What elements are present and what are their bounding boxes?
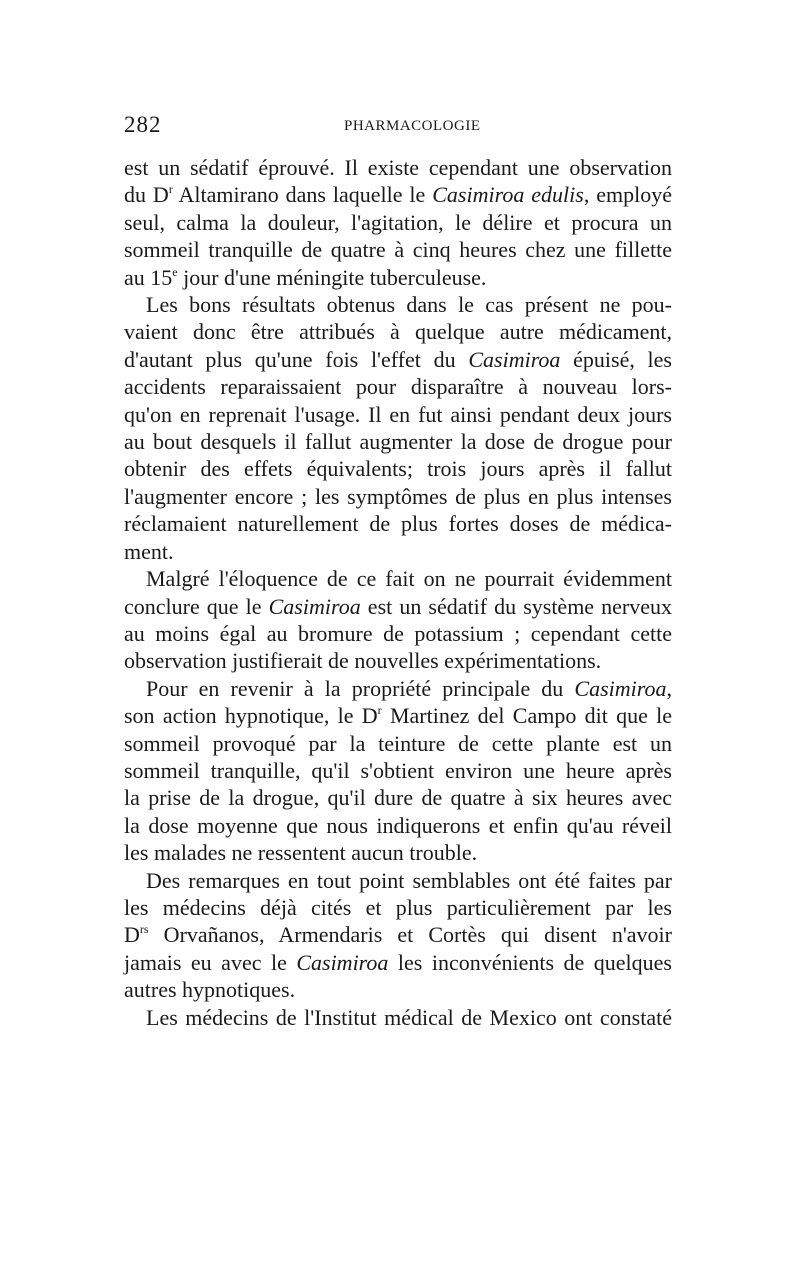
text-line: son action hypnotique, le $D^r$ Martinez del Campo dit que le [124,703,673,729]
text-line: vaient donc être attribués à quelque autre médicament, [124,319,672,345]
text-line: ment. [124,538,174,564]
running-head [124,112,672,142]
text-line: Malgré l'éloquence de ce fait on ne pourrait évidemment [146,566,672,592]
text-line: accidents reparaissaient pour disparaître à nouveau lors- [124,374,672,400]
text-line: autres hypnotiques. [124,977,296,1003]
text-line: les médecins déjà cités et plus particulièrement par les [124,894,672,920]
text-line: Des remarques en tout point semblables ont été faites par [146,867,672,893]
text-line: sommeil tranquille, qu'il s'obtient environ une heure après [124,757,672,783]
text-line: la dose moyenne que nous indiquerons et enfin qu'au réveil [124,812,672,838]
text-line: d'autant plus qu'une fois l'effet du Casimiroa épuisé, les [124,346,672,372]
text-line: qu'on en reprenait l'usage. Il en fut ainsi pendant deux jours [124,401,672,427]
text-lines [124,154,672,1031]
text-line: les malades ne ressentent aucun trouble. [124,840,478,866]
text-line: jamais eu avec le Casimiroa les inconvénients de quelques [124,949,672,975]
page-number: 282 [124,112,162,137]
text-line: conclure que le Casimiroa est un sédatif du système nerveux [124,593,673,619]
text-line: au bout desquels il fallut augmenter la dose de drogue pour [124,429,672,455]
running-title: PHARMACOLOGIE [344,118,481,134]
text-line: au moins égal au bromure de potassium ; cependant cette [124,620,672,646]
text-line: la prise de la drogue, qu'il dure de quatre à six heures avec [124,785,672,811]
text-line: au 15e jour d'une méningite tuberculeuse. [124,264,487,290]
text-line: observation justifierait de nouvelles expérimentations. [124,648,602,674]
body-text [124,154,672,1031]
text-line: $D^{rs}$ Orvañanos, Armendaris et Cortès qui disent n'avoir [124,922,672,948]
text-line: Pour en revenir à la propriété principale du Casimiroa, [146,675,672,701]
text-line: obtenir des effets équivalents; trois jours après il fallut [124,456,672,482]
text-line: sommeil provoqué par la teinture de cette plante est un [124,730,672,756]
text-line: sommeil tranquille de quatre à cinq heures chez une fillette [124,237,672,263]
text-line: l'augmenter encore ; les symptômes de plus en plus intenses [124,483,672,509]
text-line: réclamaient naturellement de plus fortes doses de médica- [124,511,672,537]
text-line: seul, calma la douleur, l'agitation, le délire et procura un [124,209,672,235]
text-line: Les bons résultats obtenus dans le cas présent ne pou- [146,292,672,318]
text-line: du $D^r$ Altamirano dans laquelle le Casimiroa edulis, employé [124,182,672,208]
text-line: Les médecins de l'Institut médical de Mexico ont constaté [146,1004,672,1030]
text-line: est un sédatif éprouvé. Il existe cependant une observation [124,155,672,180]
